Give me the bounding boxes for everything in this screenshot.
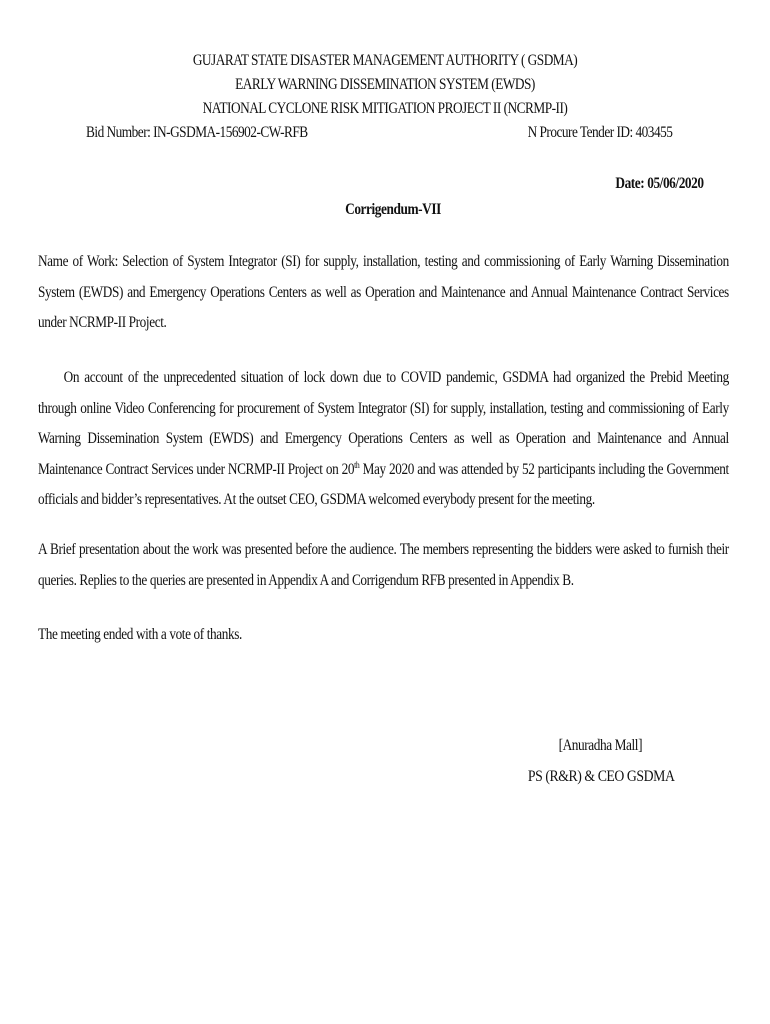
document-title: Corrigendum-VII [345, 201, 441, 218]
name-of-work-paragraph: Name of Work: Selection of System Integrator (SI) for supply, installation, testing and commissioning of Early Warning Dissemination System (EWDS) and Emergency Operations Centers as well as Operation and Maintenance and Annual Maintenance Contract Services under NCRMP-II Project. [38, 253, 729, 331]
ordinal-suffix: th [354, 459, 360, 470]
bid-number: Bid Number: IN-GSDMA-156902-CW-RFB [86, 124, 308, 141]
bid-info-row [0, 124, 770, 148]
closing-paragraph: The meeting ended with a vote of thanks. [38, 626, 242, 643]
header-system: EARLY WARNING DISSEMINATION SYSTEM (EWDS) [235, 76, 535, 93]
signatory-name: [Anuradha Mall] [558, 737, 642, 754]
tender-id: N Procure Tender ID: 403455 [527, 124, 672, 141]
document-date: Date: 05/06/2020 [615, 175, 704, 192]
meeting-text-part1: On account of the unprecedented situation of lock down due to COVID pandemic, GSDMA had organized the Prebid Meeting through online Video Conferencing for procurement of System Integrator (SI) for supply, installation, testing and commissioning of Early Warning Dissemination System (EWDS) and Emergency Operations Centers as well as Operation and Maintenance and Annual Maintenance Contract Services under NCRMP-II Project on 20 [38, 369, 729, 478]
meeting-paragraph [38, 363, 729, 516]
meeting-text-part2: May 2020 and was attended by 52 participants including the Government officials and bidder’s representatives. At the outset CEO, GSDMA welcomed everybody present for the meeting. [38, 460, 729, 508]
header-project: NATIONAL CYCLONE RISK MITIGATION PROJECT II (NCRMP-II) [202, 100, 568, 117]
header-authority: GUJARAT STATE DISASTER MANAGEMENT AUTHORITY ( GSDMA) [192, 52, 578, 69]
signatory-designation: PS (R&R) & CEO GSDMA [527, 768, 674, 785]
presentation-paragraph: A Brief presentation about the work was presented before the audience. The members representing the bidders were asked to furnish their queries. Replies to the queries are presented in Appendix A and Corrigendum RFB presented in Appendix B. [38, 541, 729, 589]
